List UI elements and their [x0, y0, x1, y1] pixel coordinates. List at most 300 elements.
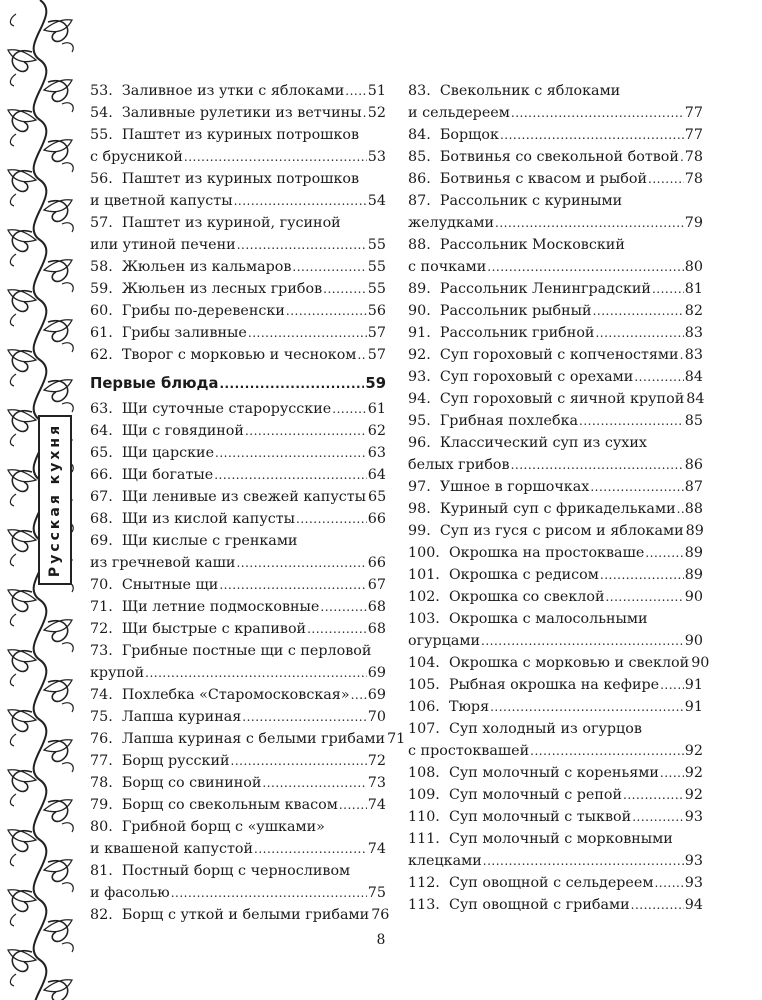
toc-entry-title — [90, 574, 218, 596]
toc-entry-line — [90, 552, 386, 574]
toc-entry[interactable] — [408, 696, 703, 718]
toc-entry[interactable] — [408, 300, 703, 322]
toc-entry-number: 60. — [90, 303, 113, 319]
toc-entry[interactable] — [90, 508, 386, 530]
toc-entry-page: 77 — [684, 105, 703, 121]
toc-entry-title-text: Щи богатые — [121, 467, 214, 483]
toc-entry-title-text: огурцами — [408, 633, 481, 649]
toc-entry-title — [90, 344, 356, 366]
toc-entry[interactable] — [90, 750, 386, 772]
toc-entry-title — [408, 652, 689, 674]
toc-entry-page: 89 — [684, 567, 703, 583]
toc-entry-line — [408, 322, 703, 344]
toc-entry-title — [408, 586, 604, 608]
toc-entry-page: 91 — [684, 677, 703, 693]
toc-entry-line — [90, 420, 386, 442]
toc-entry-title: Грибной борщ с «ушками» — [121, 819, 325, 835]
toc-entry-number: 80. — [90, 819, 113, 835]
toc-entry-title-text: Суп молочный с кореньями — [448, 765, 659, 781]
dot-leader — [215, 442, 367, 464]
toc-entry-page: 90 — [684, 633, 703, 649]
dot-leader — [248, 322, 367, 344]
toc-entry-title-text: Грибная похлебка — [439, 413, 579, 429]
toc-entry[interactable] — [90, 904, 390, 926]
toc-entry-page: 89 — [684, 545, 703, 561]
toc-entry-number: 76. — [90, 731, 113, 747]
dot-leader — [307, 618, 367, 640]
toc-entry[interactable] — [90, 640, 386, 684]
toc-entry-page: 75 — [367, 885, 386, 901]
toc-entry-page: 68 — [367, 621, 386, 637]
toc-entry-title — [90, 464, 213, 486]
toc-entry-number: 88. — [408, 237, 431, 253]
toc-entry[interactable] — [90, 596, 386, 618]
dot-leader — [680, 344, 684, 366]
toc-entry-line — [408, 674, 703, 696]
toc-entry-number: 55. — [90, 127, 113, 143]
toc-entry-title — [90, 838, 253, 860]
toc-entry-page: 78 — [684, 149, 703, 165]
toc-entry[interactable] — [408, 168, 703, 190]
toc-entry-title-line — [90, 530, 386, 552]
toc-entry[interactable] — [90, 212, 386, 256]
toc-entry-title-text: Суп гороховый с копченостями — [439, 347, 679, 363]
dot-leader — [511, 102, 684, 124]
toc-entry-number: 67. — [90, 489, 113, 505]
toc-entry-line — [90, 300, 386, 322]
toc-entry-title — [408, 498, 676, 520]
toc-entry[interactable] — [408, 586, 703, 608]
toc-entry-line — [408, 520, 703, 542]
toc-entry-number: 94. — [408, 391, 431, 407]
toc-entry-number: 104. — [408, 655, 440, 671]
toc-entry-title — [90, 486, 366, 508]
toc-entry-title-text: Щи царские — [121, 445, 215, 461]
toc-entry-title-text: Грибы заливные — [121, 325, 247, 341]
dot-leader — [660, 674, 684, 696]
toc-entry-page: 93 — [684, 809, 703, 825]
toc-entry-number: 113. — [408, 897, 440, 913]
toc-entry-page: 66 — [367, 555, 386, 571]
toc-entry[interactable] — [90, 816, 386, 860]
toc-entry-line — [90, 146, 386, 168]
toc-entry-title: Суп молочный с морковными — [448, 831, 673, 847]
dot-leader — [579, 410, 684, 432]
dot-leader — [231, 750, 367, 772]
toc-entry[interactable] — [408, 564, 703, 586]
toc-entry-page: 79 — [684, 215, 703, 231]
toc-entry[interactable] — [408, 322, 703, 344]
toc-entry[interactable] — [408, 498, 703, 520]
dot-leader — [339, 794, 367, 816]
toc-entry-line — [90, 904, 390, 926]
toc-entry-number: 97. — [408, 479, 431, 495]
toc-entry[interactable] — [90, 102, 386, 124]
toc-entry-title — [90, 256, 291, 278]
toc-entry[interactable] — [90, 300, 386, 322]
toc-entry[interactable] — [408, 388, 703, 410]
side-tab-label: Русская кухня — [47, 422, 63, 578]
toc-entry-line — [90, 398, 386, 420]
toc-entry-number: 111. — [408, 831, 440, 847]
dot-leader — [652, 278, 684, 300]
dot-leader — [145, 662, 367, 684]
toc-entry-title-text: Щи из кислой капусты — [121, 511, 296, 527]
toc-entry-title-text: Суп из гуся с рисом и яблоками — [439, 523, 684, 539]
toc-entry-title-text: Заливное из утки с яблоками — [121, 83, 345, 99]
dot-leader — [320, 596, 366, 618]
toc-entry-line — [90, 728, 406, 750]
toc-entry-number: 109. — [408, 787, 440, 803]
toc-entry[interactable] — [408, 146, 703, 168]
section-page: 59 — [365, 375, 386, 392]
toc-entry-title: Постный борщ с черносливом — [121, 863, 351, 879]
toc-entry-line — [90, 618, 386, 640]
toc-entry[interactable] — [408, 234, 703, 278]
toc-entry-title: Рассольник с куриными — [439, 193, 623, 209]
toc-entry-title — [90, 728, 385, 750]
toc-entry-title: Рассольник Московский — [439, 237, 625, 253]
toc-entry[interactable] — [90, 860, 386, 904]
toc-entry-title-text: Суп молочный с репой — [448, 787, 623, 803]
toc-entry-number: 53. — [90, 83, 113, 99]
dot-leader — [623, 784, 684, 806]
toc-entry[interactable] — [90, 256, 386, 278]
dot-leader — [219, 574, 366, 596]
toc-right-column — [408, 80, 710, 916]
toc-entry-number: 91. — [408, 325, 431, 341]
toc-entry[interactable] — [408, 784, 703, 806]
toc-entry-title — [408, 784, 622, 806]
toc-entry-title-text: желудками — [408, 215, 495, 231]
toc-entry-title-text: Куриный суп с фрикадельками — [439, 501, 676, 517]
section-title: Первые блюда — [90, 375, 219, 392]
toc-entry-title-line — [408, 828, 703, 850]
toc-entry-title-text: Суп гороховый с орехами — [439, 369, 634, 385]
toc-entry-number: 84. — [408, 127, 431, 143]
toc-entry-page: 71 — [387, 731, 406, 747]
toc-entry-page: 86 — [684, 457, 703, 473]
toc-entry[interactable] — [90, 794, 386, 816]
toc-entry-page: 61 — [367, 401, 386, 417]
toc-entry-line — [408, 740, 703, 762]
toc-entry-title — [90, 234, 236, 256]
toc-entry-title — [408, 476, 589, 498]
toc-entry-title — [408, 146, 679, 168]
toc-entry-title — [90, 684, 350, 706]
toc-entry[interactable] — [408, 366, 703, 388]
toc-entry-page: 68 — [367, 599, 386, 615]
toc-entry[interactable] — [90, 530, 386, 574]
toc-entry-page: 89 — [685, 523, 704, 539]
toc-entry-title — [90, 662, 144, 684]
toc-entry-number: 57. — [90, 215, 113, 231]
toc-entry-title-text: Рассольник Ленинградский — [439, 281, 651, 297]
toc-entry[interactable] — [90, 80, 386, 102]
dot-leader — [645, 542, 683, 564]
toc-entry[interactable] — [90, 486, 386, 508]
toc-entry-title-text: с брусникой — [90, 149, 183, 165]
toc-entry-line — [408, 806, 703, 828]
toc-entry-title: Свекольник с яблоками — [439, 83, 621, 99]
toc-entry-line — [408, 146, 703, 168]
toc-entry-page: 90 — [684, 589, 703, 605]
toc-entry-line — [408, 168, 703, 190]
toc-entry-page: 91 — [684, 699, 703, 715]
toc-entry-title-text: Лапша куриная с белыми грибами — [121, 731, 386, 747]
toc-entry-title — [90, 190, 233, 212]
toc-entry[interactable] — [90, 772, 386, 794]
toc-entry-title — [408, 366, 633, 388]
toc-entry-title — [90, 300, 285, 322]
toc-entry-page: 81 — [684, 281, 703, 297]
toc-entry-page: 93 — [684, 875, 703, 891]
toc-entry[interactable] — [90, 168, 386, 212]
toc-entry-page: 83 — [684, 325, 703, 341]
toc-entry-number: 61. — [90, 325, 113, 341]
toc-entry-page: 52 — [367, 105, 386, 121]
toc-entry-title — [408, 322, 594, 344]
toc-entry-page: 84 — [686, 391, 705, 407]
toc-entry-title-text: Окрошка с редисом — [448, 567, 599, 583]
toc-entry-title — [90, 618, 306, 640]
toc-entry[interactable] — [408, 608, 703, 652]
dot-leader — [245, 420, 367, 442]
toc-entry-title-text: Рыбная окрошка на кефире — [448, 677, 660, 693]
dot-leader — [487, 256, 684, 278]
toc-entry-line — [90, 574, 386, 596]
toc-entry-line — [90, 508, 386, 530]
toc-entry-number: 70. — [90, 577, 113, 593]
toc-entry-number: 63. — [90, 401, 113, 417]
toc-entry-number: 93. — [408, 369, 431, 385]
toc-entry[interactable] — [408, 894, 703, 916]
toc-entry[interactable] — [90, 322, 386, 344]
toc-entry[interactable] — [408, 542, 703, 564]
toc-entry-number: 82. — [90, 907, 113, 923]
toc-entry-title — [90, 508, 295, 530]
toc-entry-title-text: Щи летние подмосковные — [121, 599, 320, 615]
toc-entry-title: Классический суп из сухих — [439, 435, 647, 451]
toc-entry[interactable] — [408, 652, 710, 674]
toc-entry-page: 67 — [367, 577, 386, 593]
toc-entry-number: 90. — [408, 303, 431, 319]
toc-entry-title-line — [408, 234, 703, 256]
toc-entry-page: 54 — [367, 193, 386, 209]
dot-leader — [234, 190, 367, 212]
toc-entry[interactable] — [90, 420, 386, 442]
toc-entry[interactable] — [408, 80, 703, 124]
toc-entry-line — [408, 564, 703, 586]
toc-entry-title-line — [408, 190, 703, 212]
toc-entry[interactable] — [408, 432, 703, 476]
toc-entry-title-text: или утиной печени — [90, 237, 236, 253]
dot-leader — [171, 882, 367, 904]
toc-entry[interactable] — [90, 344, 386, 366]
toc-entry-title — [408, 674, 659, 696]
toc-entry-title — [408, 212, 494, 234]
toc-entry[interactable] — [90, 442, 386, 464]
toc-entry-number: 56. — [90, 171, 113, 187]
toc-entry[interactable] — [408, 344, 703, 366]
toc-entry-page: 63 — [367, 445, 386, 461]
toc-entry[interactable] — [408, 718, 703, 762]
toc-entry[interactable] — [408, 190, 703, 234]
toc-entry-page: 69 — [367, 687, 386, 703]
toc-entry-line — [408, 388, 703, 410]
dot-leader — [511, 454, 684, 476]
toc-entry-page: 64 — [367, 467, 386, 483]
toc-entry-number: 75. — [90, 709, 113, 725]
toc-entry-title-text: Щи с говядиной — [121, 423, 244, 439]
toc-entry-title — [408, 168, 647, 190]
toc-entry-title-text: Грибы по-деревенски — [121, 303, 285, 319]
toc-entry-number: 68. — [90, 511, 113, 527]
toc-entry-number: 81. — [90, 863, 113, 879]
toc-entry-line — [408, 344, 703, 366]
toc-entry-line — [408, 300, 703, 322]
toc-entry-title-line — [408, 432, 703, 454]
dot-leader — [490, 696, 684, 718]
toc-entry-title-line — [408, 80, 703, 102]
toc-entry[interactable] — [408, 872, 703, 894]
toc-entry-title-text: из гречневой каши — [90, 555, 236, 571]
toc-entry-line — [408, 410, 703, 432]
toc-entry-title — [408, 454, 510, 476]
toc-entry-title-text: с почками — [408, 259, 487, 275]
toc-entry[interactable] — [408, 476, 703, 498]
toc-entry-title — [90, 772, 261, 794]
toc-entry-line — [90, 838, 386, 860]
dot-leader — [363, 102, 367, 124]
toc-entry[interactable] — [90, 618, 386, 640]
toc-entry[interactable] — [90, 684, 386, 706]
toc-entry-title — [408, 740, 529, 762]
dot-leader — [254, 838, 367, 860]
toc-entry[interactable] — [408, 762, 703, 784]
toc-entry-number: 58. — [90, 259, 113, 275]
toc-entry-page: 55 — [367, 259, 386, 275]
dot-leader — [236, 552, 366, 574]
toc-entry-title-text: с простоквашей — [408, 743, 530, 759]
toc-entry-number: 64. — [90, 423, 113, 439]
toc-entry-page: 77 — [684, 127, 703, 143]
toc-entry-title-text: Борщ со свекольным квасом — [121, 797, 338, 813]
toc-entry-title — [408, 410, 578, 432]
toc-entry[interactable] — [408, 806, 703, 828]
toc-entry-line — [408, 894, 703, 916]
toc-entry[interactable] — [90, 706, 386, 728]
toc-entry[interactable] — [90, 464, 386, 486]
toc-entry[interactable] — [90, 124, 386, 168]
toc-entry-title-text: Суп овощной с грибами — [448, 897, 630, 913]
toc-entry-number: 85. — [408, 149, 431, 165]
toc-entry[interactable] — [408, 278, 703, 300]
toc-entry-page: 51 — [367, 83, 386, 99]
toc-entry-title — [90, 420, 244, 442]
toc-entry-number: 89. — [408, 281, 431, 297]
toc-entry-page: 93 — [684, 853, 703, 869]
toc-entry-line — [90, 882, 386, 904]
toc-entry[interactable] — [90, 728, 406, 750]
toc-entry-number: 108. — [408, 765, 440, 781]
toc-entry[interactable] — [90, 574, 386, 596]
toc-entry-title — [90, 794, 338, 816]
toc-entry-title: Паштет из куриных потрошков — [121, 171, 360, 187]
dot-leader — [351, 684, 367, 706]
toc-entry-page: 65 — [368, 489, 387, 505]
toc-entry-line — [90, 190, 386, 212]
toc-entry-title — [408, 806, 631, 828]
dot-leader — [605, 586, 683, 608]
toc-entry-title-text: Лапша куриная — [121, 709, 242, 725]
dot-leader — [590, 476, 683, 498]
toc-entry[interactable] — [408, 124, 703, 146]
toc-entry-title: Окрошка с малосольными — [448, 611, 648, 627]
dot-leader — [286, 300, 367, 322]
toc-entry-title — [408, 630, 480, 652]
toc-entry-title — [408, 102, 510, 124]
toc-entry[interactable] — [90, 278, 386, 300]
dot-leader — [242, 706, 367, 728]
toc-entry-page: 72 — [367, 753, 386, 769]
toc-entry-number: 103. — [408, 611, 440, 627]
toc-entry-page: 87 — [684, 479, 703, 495]
toc-entry[interactable] — [408, 674, 703, 696]
toc-entry-page: 74 — [367, 841, 386, 857]
toc-entry-page: 57 — [367, 347, 386, 363]
toc-entry-title-text: Борщ русский — [121, 753, 230, 769]
toc-entry-title-text: Заливные рулетики из ветчины — [121, 105, 362, 121]
toc-entry-number: 100. — [408, 545, 440, 561]
toc-entry-title-line — [90, 168, 386, 190]
toc-entry-title-text: Щи ленивые из свежей капусты — [121, 489, 367, 505]
toc-entry-page: 57 — [367, 325, 386, 341]
dot-leader — [654, 872, 683, 894]
dot-leader — [677, 498, 684, 520]
toc-entry-line — [90, 596, 386, 618]
toc-entry-title-text: Ботвинья с квасом и рыбой — [439, 171, 648, 187]
toc-entry[interactable] — [408, 520, 703, 542]
dot-leader — [648, 168, 684, 190]
toc-entry-page: 76 — [371, 907, 390, 923]
toc-section-heading[interactable] — [90, 373, 386, 395]
toc-entry[interactable] — [90, 398, 386, 420]
toc-entry-title: Паштет из куриной, гусиной — [121, 215, 341, 231]
toc-entry[interactable] — [408, 828, 703, 872]
toc-entry-title-text: Окрошка со свеклой — [448, 589, 605, 605]
toc-entry-title — [90, 552, 235, 574]
page-number: 8 — [376, 932, 386, 948]
toc-entry-line — [408, 784, 703, 806]
dot-leader — [214, 464, 367, 486]
dot-leader — [237, 234, 367, 256]
toc-entry-number: 101. — [408, 567, 440, 583]
toc-entry-line — [408, 850, 703, 872]
toc-entry-title — [90, 442, 214, 464]
toc-entry-number: 65. — [90, 445, 113, 461]
toc-entry-title-line — [90, 816, 386, 838]
toc-entry-title-text: Борщок — [439, 127, 499, 143]
toc-entry[interactable] — [408, 410, 703, 432]
toc-entry-page: 90 — [691, 655, 710, 671]
toc-entry-title-text: Борщ со свининой — [121, 775, 262, 791]
toc-entry-title — [90, 398, 331, 420]
toc-entry-line — [408, 872, 703, 894]
toc-entry-page: 53 — [367, 149, 386, 165]
toc-entry-page: 94 — [684, 897, 703, 913]
toc-entry-line — [408, 586, 703, 608]
